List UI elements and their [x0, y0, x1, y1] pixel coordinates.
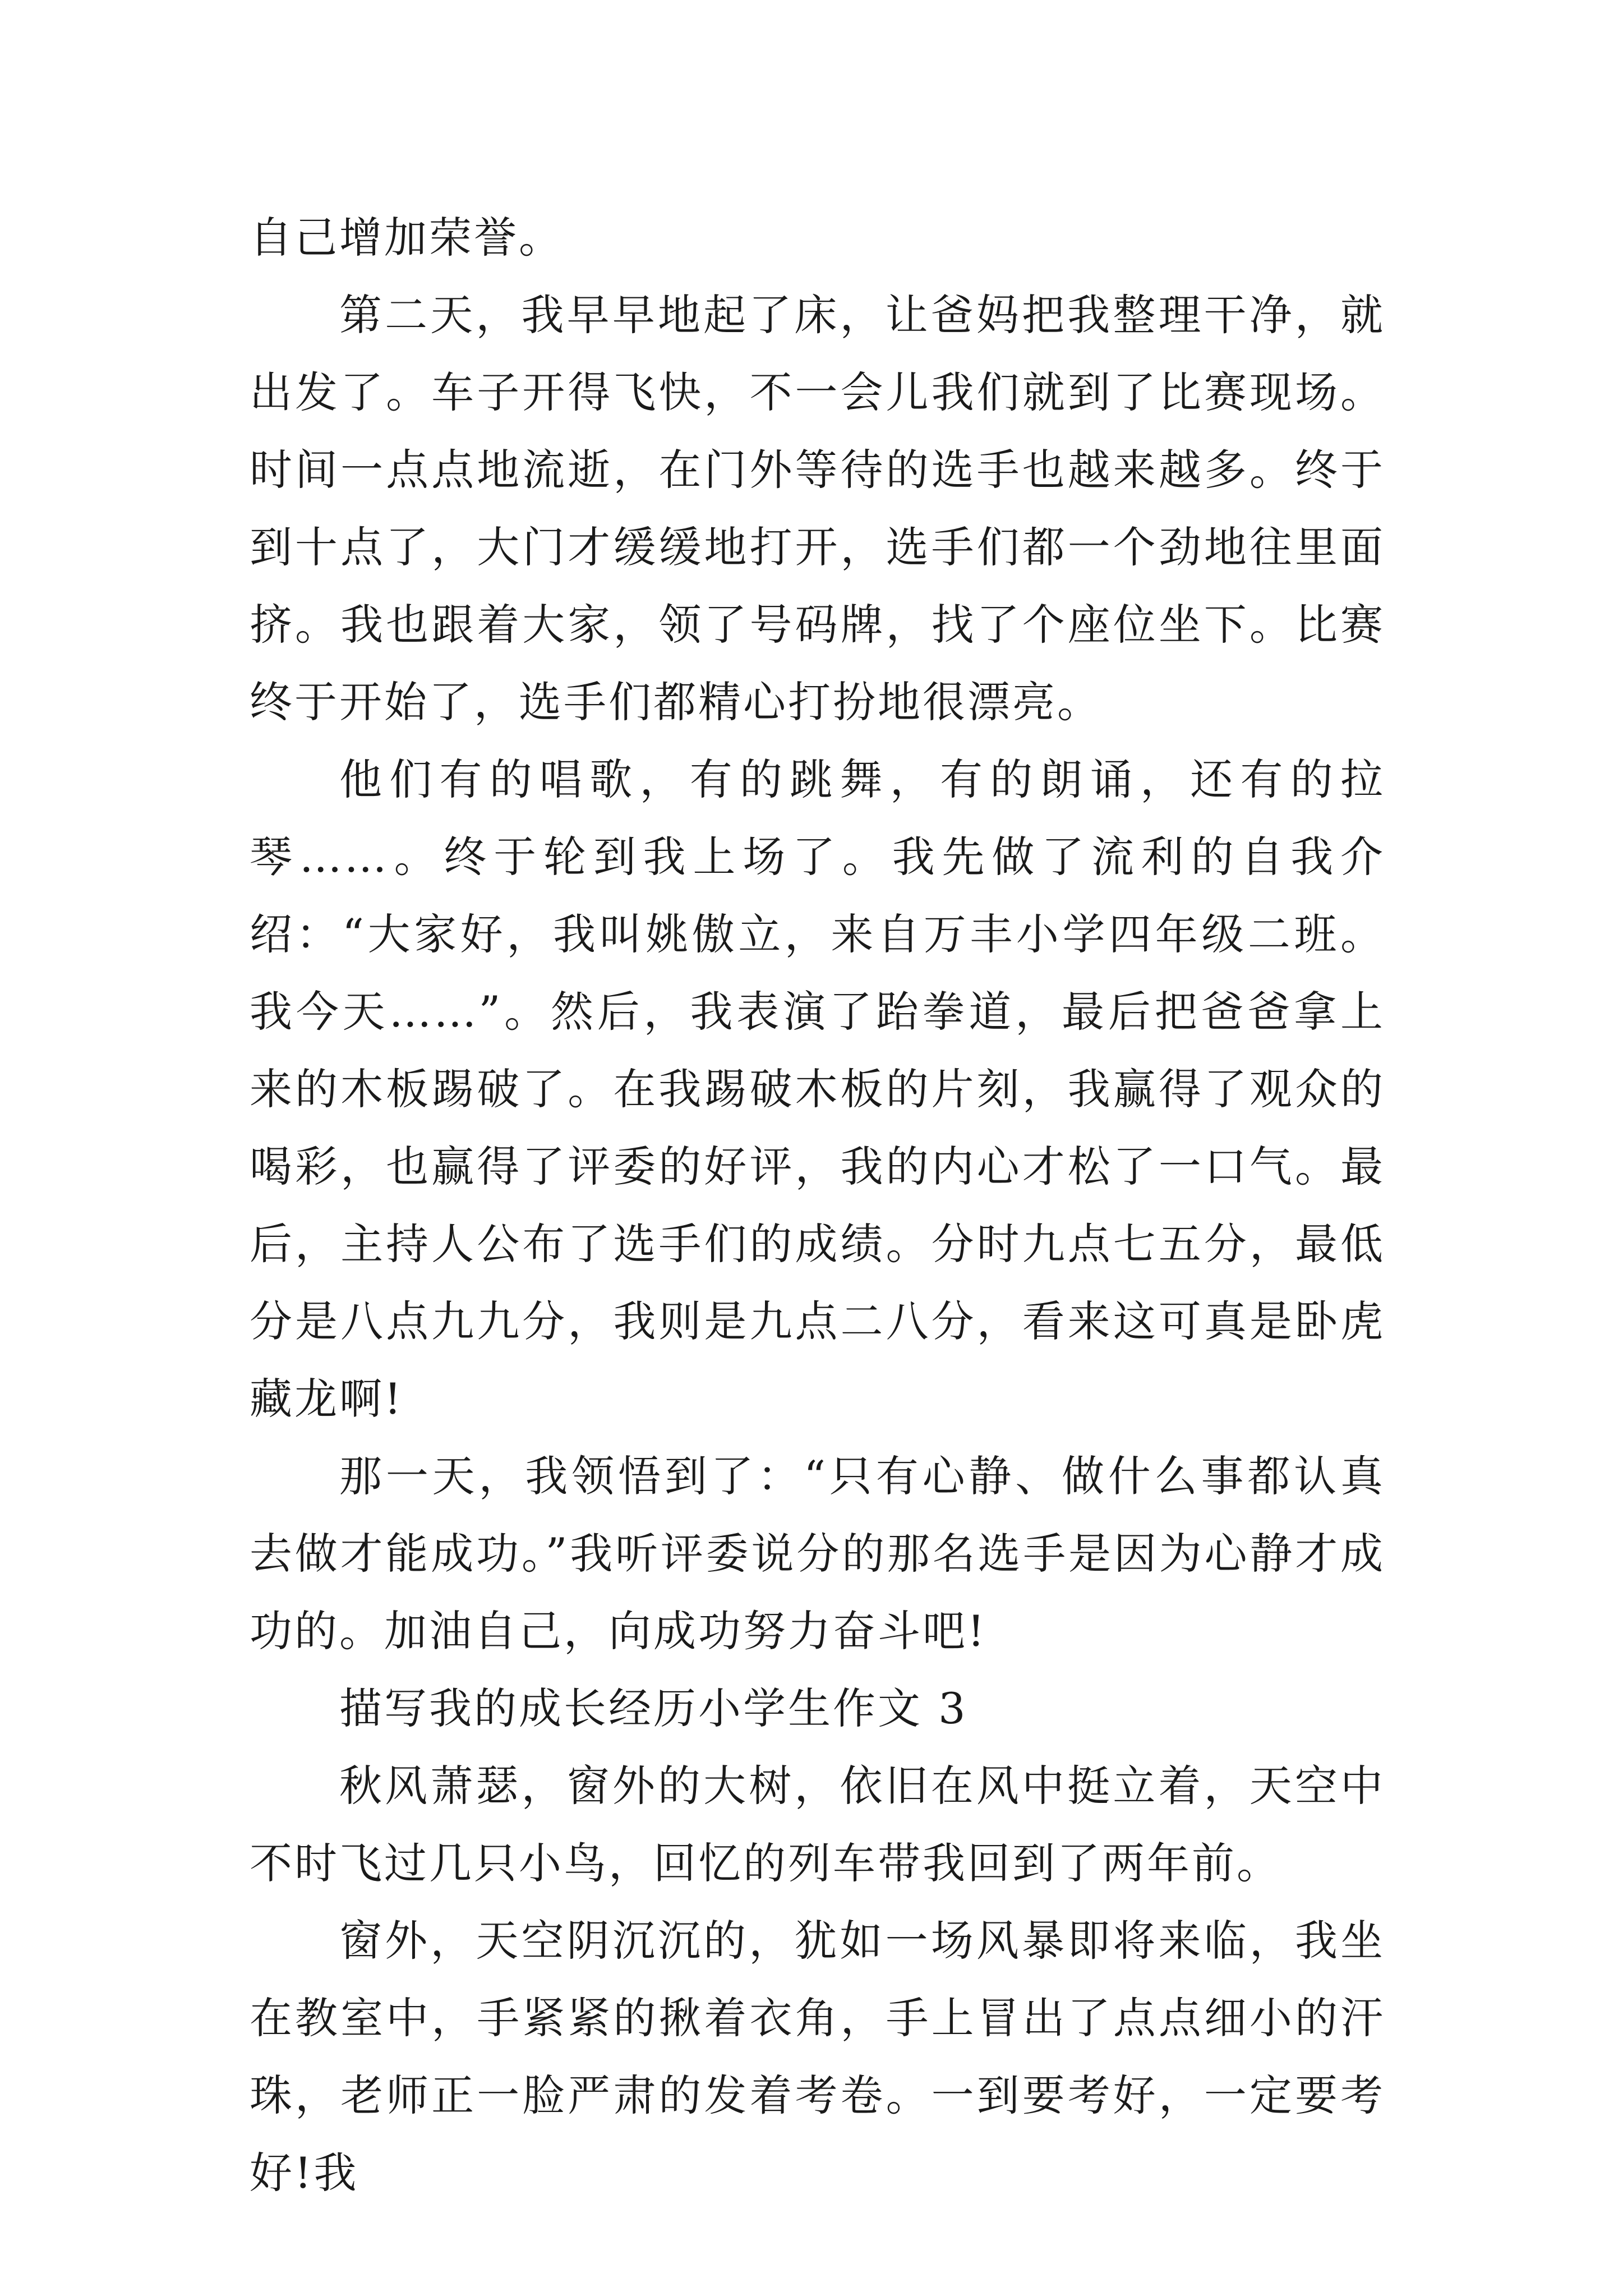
document-body — [250, 199, 1385, 2212]
paragraph-continuation: 自己增加荣誉。 — [250, 213, 564, 263]
paragraph: 窗外，天空阴沉沉的，犹如一场风暴即将来临，我坐在教室中，手紧紧的揪着衣角，手上冒出了点点细小的汗珠，老师正一脸严肃的发着考卷。一到要考好，一定要考好!我 — [250, 1916, 1385, 2198]
section-heading: 描写我的成长经历小学生作文 3 — [339, 1683, 968, 1733]
paragraph: 他们有的唱歌，有的跳舞，有的朗诵，还有的拉琴……。终于轮到我上场了。我先做了流利的自我介绍：“大家好，我叫姚傲立，来自万丰小学四年级二班。我今天……”。然后，我表演了跆拳道，最后把爸爸拿上来的木板踢破了。在我踢破木板的片刻，我赢得了观众的喝彩，也赢得了评委的好评，我的内心才松了一口气。最后，主持人公布了选手们的成绩。分时九点七五分，最低分是八点九九分，我则是九点二八分，看来这可真是卧虎藏龙啊! — [250, 754, 1385, 1424]
paragraph: 秋风萧瑟，窗外的大树，依旧在风中挺立着，天空中不时飞过几只小鸟，回忆的列车带我回到了两年前。 — [250, 1761, 1385, 1888]
paragraph: 第二天，我早早地起了床，让爸妈把我整理干净，就出发了。车子开得飞快，不一会儿我们就到了比赛现场。时间一点点地流逝，在门外等待的选手也越来越多。终于到十点了，大门才缓缓地打开，选手们都一个劲地往里面挤。我也跟着大家，领了号码牌，找了个座位坐下。比赛终于开始了，选手们都精心打扮地很漂亮。 — [250, 290, 1385, 727]
paragraph: 那一天，我领悟到了：“只有心静、做什么事都认真去做才能成功。”我听评委说分的那名选手是因为心静才成功的。加油自己，向成功努力奋斗吧! — [250, 1451, 1385, 1656]
